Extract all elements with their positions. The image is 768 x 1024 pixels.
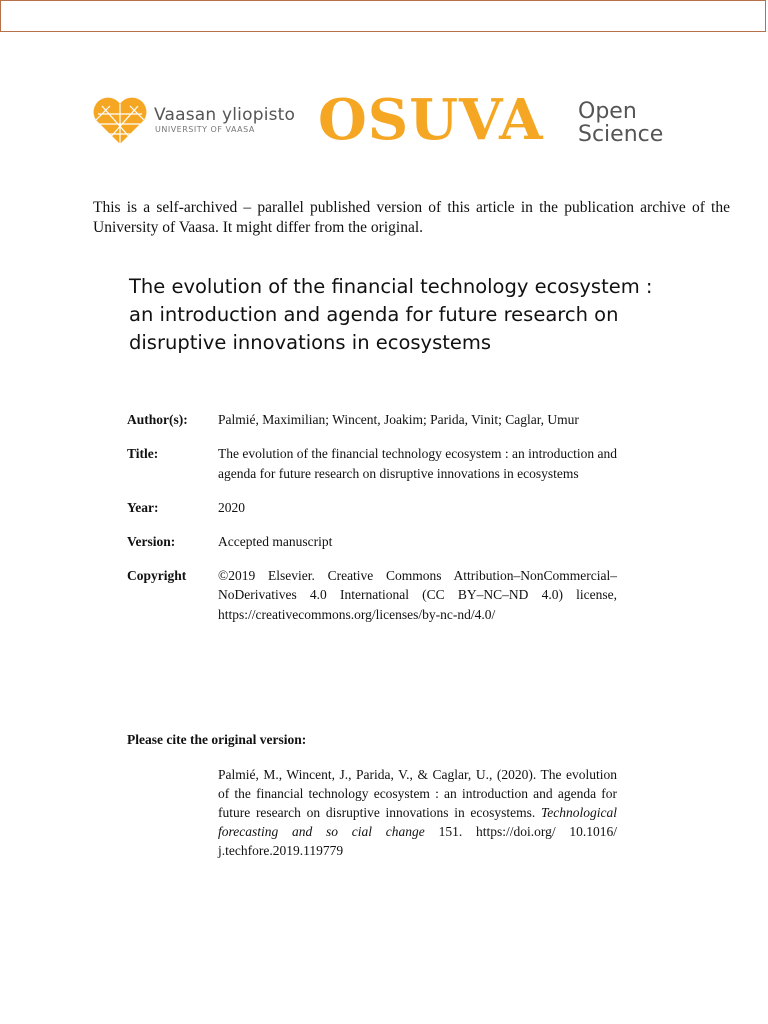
logo-banner <box>92 87 692 160</box>
open-science-logo <box>578 100 663 146</box>
year-label: Year: <box>127 499 159 515</box>
authors-row <box>127 410 617 430</box>
header-box <box>0 0 766 32</box>
citation-authors-title: Palmié, M., Wincent, J., Parida, V., & Caglar, U., (2020). The evolution of the financial technology ecosystem : an introduction and agenda for future research on disruptive innovations in ecosystems. <box>218 767 617 820</box>
copyright-value: ©2019 Elsevier. Creative Commons Attribution–NonCommercial–NoDerivatives 4.0 International (CC BY–NC–ND 4.0) license, https://creativecommons.org/licenses/by-nc-nd/4.0/ <box>218 567 617 622</box>
university-heart-logo-icon <box>92 96 148 146</box>
article-title-line: an introduction and agenda for future research on <box>129 303 619 326</box>
open-science-line1: Open <box>578 99 637 124</box>
copyright-label: Copyright <box>127 567 187 583</box>
article-title-line: The evolution of the financial technology ecosystem : <box>129 275 653 298</box>
version-row <box>127 532 617 552</box>
title-label: Title: <box>127 446 159 461</box>
version-label: Version: <box>127 533 176 549</box>
authors-label: Author(s): <box>127 412 188 427</box>
version-value: Accepted manuscript <box>218 533 333 549</box>
metadata-table <box>127 410 617 639</box>
title-row <box>127 444 617 483</box>
citation-journal: Technological forecasting and so cial change <box>218 805 617 839</box>
authors-value: Palmié, Maximilian; Wincent, Joakim; Parida, Vinit; Caglar, Umur <box>218 412 579 427</box>
copyright-row <box>127 566 617 625</box>
year-row <box>127 498 617 518</box>
article-title <box>129 273 739 357</box>
cite-heading: Please cite the original version: <box>127 732 307 747</box>
article-title-line: disruptive innovations in ecosystems <box>129 331 492 354</box>
title-value: The evolution of the financial technology ecosystem : an introduction and agenda for future research on disruptive innovations in ecosystems <box>218 446 617 481</box>
year-value: 2020 <box>218 499 245 515</box>
citation-doi: 151. https://doi.org/ 10.1016/ j.techfore.2019.119779 <box>218 824 617 858</box>
open-science-line2: Science <box>578 122 664 147</box>
university-name: Vaasan yliopisto <box>154 105 296 125</box>
university-subtitle: UNIVERSITY OF VAASA <box>155 125 255 134</box>
osuva-logo: OSUVA <box>318 87 544 153</box>
self-archive-notice: This is a self-archived – parallel published version of this article in the publication archive of the University of Vaasa. It might differ from the original. <box>93 199 730 236</box>
citation-text <box>218 765 617 860</box>
